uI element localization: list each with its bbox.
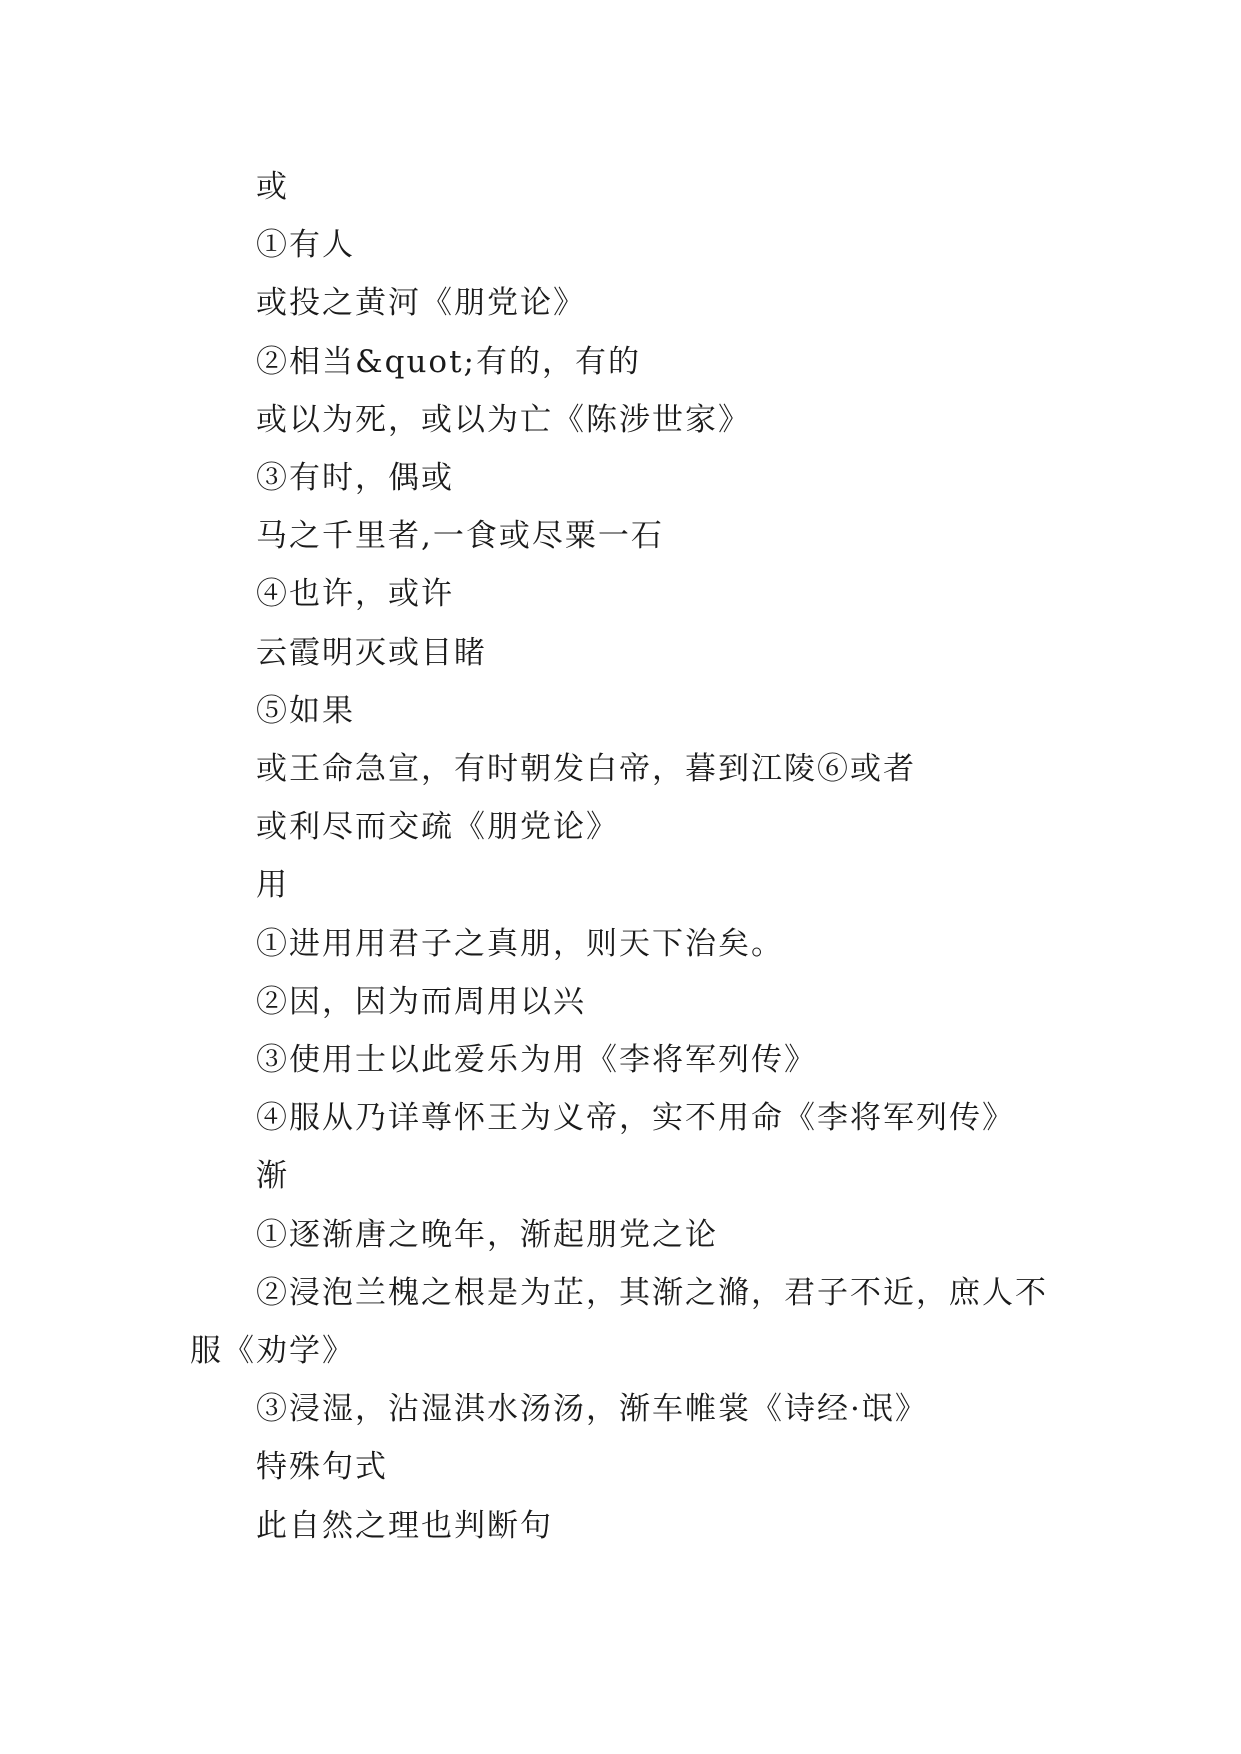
paragraph: 渐 (256, 1158, 289, 1195)
paragraph: 或王命急宣，有时朝发白帝，暮到江陵⑥或者 (256, 751, 916, 788)
paragraph: 特殊句式 (256, 1449, 388, 1486)
paragraph: 马之千里者,一食或尽粟一石 (256, 518, 664, 555)
paragraph: ④服从乃详尊怀王为义帝，实不用命《李将军列传》 (256, 1100, 1015, 1137)
paragraph: ⑤如果 (256, 692, 355, 729)
paragraph: ③使用士以此爱乐为用《李将军列传》 (256, 1042, 817, 1079)
paragraph: 或以为死，或以为亡《陈涉世家》 (256, 401, 751, 438)
paragraph: 或投之黄河《朋党论》 (256, 285, 586, 322)
paragraph: 云霞明灭或目睹 (256, 634, 487, 671)
paragraph: 或利尽而交疏《朋党论》 (256, 809, 619, 846)
document-body (190, 158, 1060, 1555)
paragraph: ③有时，偶或 (256, 460, 454, 497)
paragraph: 用 (256, 867, 289, 904)
paragraph: 此自然之理也判断句 (256, 1507, 553, 1544)
paragraph: ①有人 (256, 227, 355, 264)
paragraph: ②相当&quot;有的，有的 (256, 343, 641, 380)
paragraph: ②浸泡兰槐之根是为芷，其渐之滫，君子不近，庶人不服《劝学》 (190, 1274, 1048, 1370)
paragraph: ②因，因为而周用以兴 (256, 983, 586, 1020)
paragraph: ③浸湿，沾湿淇水汤汤，渐车帷裳《诗经·氓》 (256, 1391, 928, 1428)
paragraph: 或 (256, 169, 289, 205)
paragraph: ④也许，或许 (256, 576, 454, 613)
paragraph: ①逐渐唐之晚年，渐起朋党之论 (256, 1216, 718, 1253)
paragraph: ①进用用君子之真朋，则天下治矣。 (256, 925, 784, 962)
